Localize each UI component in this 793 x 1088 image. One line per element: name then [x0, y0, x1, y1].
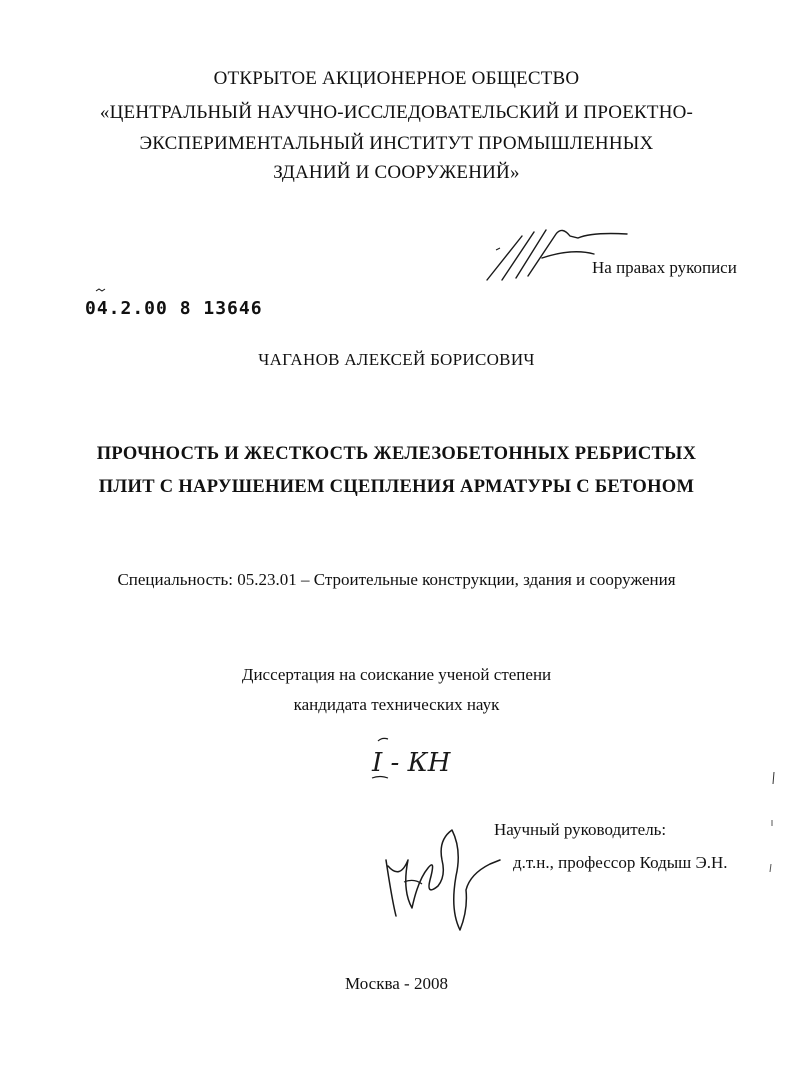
- organization-line-1: ОТКРЫТОЕ АКЦИОНЕРНОЕ ОБЩЕСТВО: [213, 68, 580, 89]
- stamp-tick-icon: [96, 288, 106, 294]
- registration-stamp: 04.2.00 8 13646: [85, 298, 263, 319]
- signature-advisor: [378, 820, 508, 940]
- organization-line-3: ЭКСПЕРИМЕНТАЛЬНЫЙ ИНСТИТУТ ПРОМЫШЛЕННЫХ: [139, 133, 654, 154]
- advisor-name: д.т.н., профессор Кодыш Э.Н.: [513, 853, 728, 872]
- handwritten-mark-text: I - КН: [372, 748, 451, 778]
- author-name: ЧАГАНОВ АЛЕКСЕЙ БОРИСОВИЧ: [258, 350, 535, 369]
- thesis-title-line-1: ПРОЧНОСТЬ И ЖЕСТКОСТЬ ЖЕЛЕЗОБЕТОННЫХ РЕБРИСТЫХ: [96, 444, 697, 464]
- place-year: Москва - 2008: [345, 974, 448, 993]
- organization-line-2: «ЦЕНТРАЛЬНЫЙ НАУЧНО-ИССЛЕДОВАТЕЛЬСКИЙ И ПРОЕКТНО-: [99, 102, 694, 123]
- specialty: Специальность: 05.23.01 – Строительные конструкции, здания и сооружения: [117, 570, 676, 589]
- margin-specks: [768, 768, 778, 888]
- advisor-label: Научный руководитель:: [494, 820, 667, 839]
- handwritten-mark: [368, 733, 478, 783]
- manuscript-note: На правах рукописи: [592, 258, 737, 277]
- dissertation-line-1: Диссертация на соискание ученой степени: [241, 665, 552, 684]
- organization-line-4: ЗДАНИЙ И СООРУЖЕНИЙ»: [273, 162, 520, 183]
- thesis-title-line-2: ПЛИТ С НАРУШЕНИЕМ СЦЕПЛЕНИЯ АРМАТУРЫ С БЕТОНОМ: [98, 477, 695, 497]
- dissertation-line-2: кандидата технических наук: [293, 695, 500, 714]
